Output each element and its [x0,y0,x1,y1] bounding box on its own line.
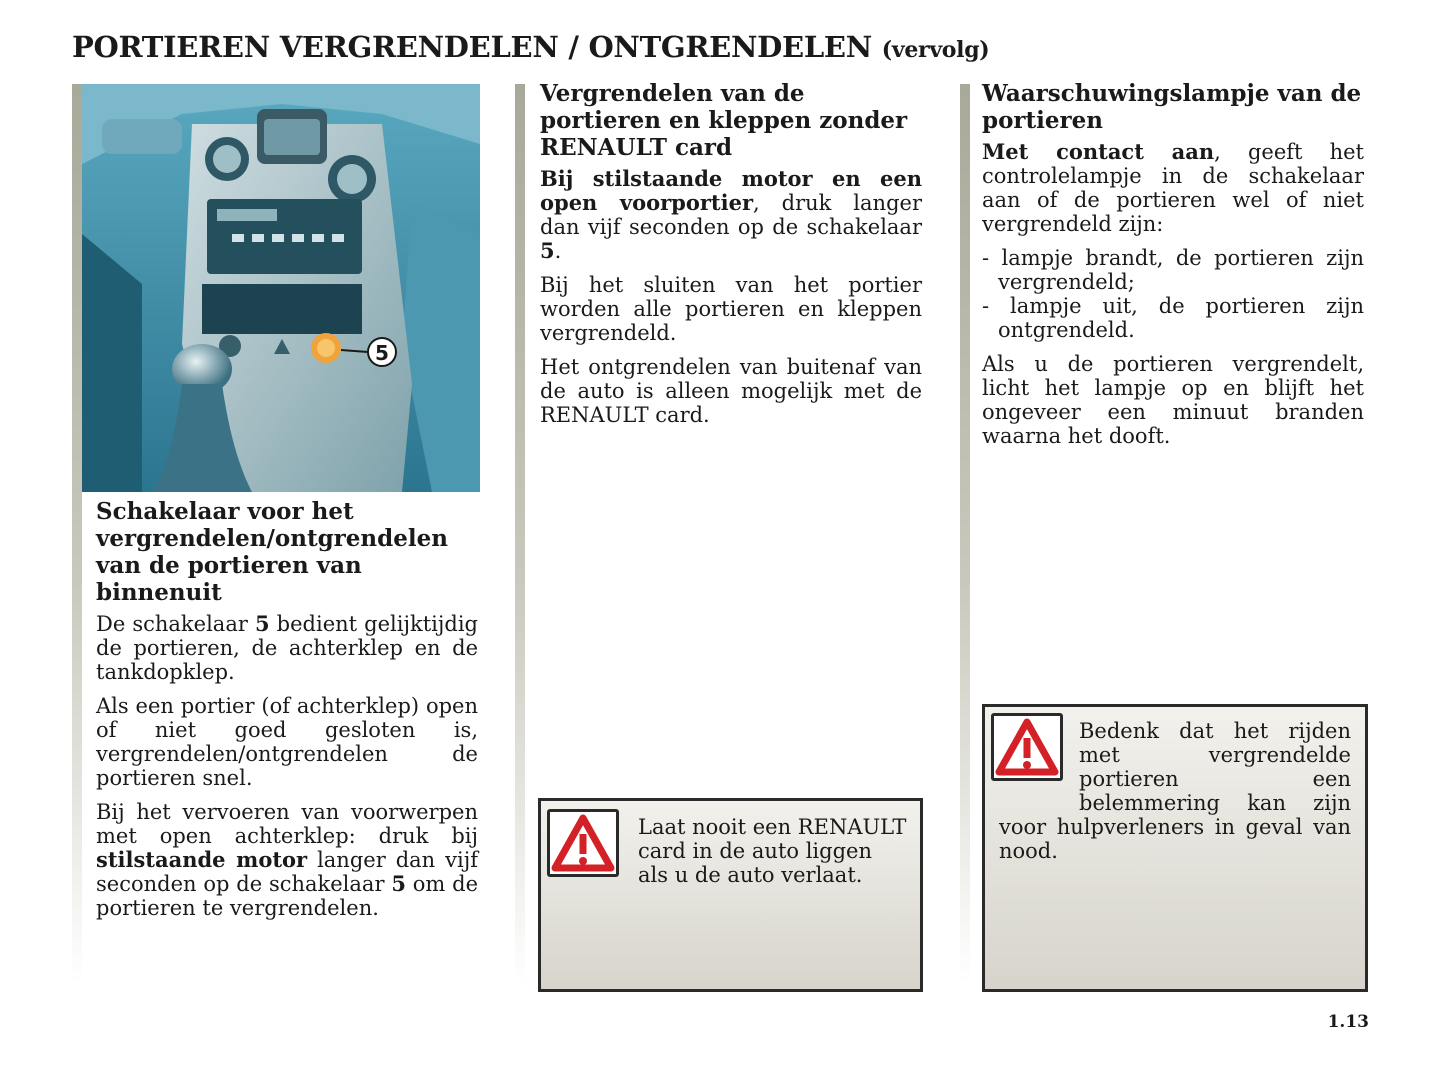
paragraph: Het ontgrendelen van buitenaf van de auto is alleen mogelijk met de RENAULT card. [540,355,922,427]
section-heading-inside-switch: Schakelaar voor het vergrendelen/ontgrendelen van de portieren van binnenuit [96,498,448,606]
column-2 [540,80,922,437]
dashboard-photo [82,84,480,492]
switch-callout-label: 5 [375,341,389,365]
paragraph: Als u de portieren vergrendelt, licht het lampje op en blijft het ongeveer een minuut branden waarna het dooft. [982,352,1364,448]
dashboard-photo-icon [82,84,480,492]
paragraph: Bij stilstaande motor en een open voorportier, druk langer dan vijf seconden op de schakelaar 5. [540,166,922,263]
paragraph: Met contact aan, geeft het controlelampje in de schakelaar aan of de portieren wel of niet vergrendeld zijn: [982,139,1364,236]
warning-box-emergency [982,704,1368,992]
section-heading-warning-lamp: Waarschuwingslampje van de portieren [982,80,1362,134]
paragraph: Bij het vervoeren van voorwerpen met open achterklep: druk bij stilstaande motor langer dan vijf seconden op de schakelaar 5 om de portieren te vergrendelen. [96,800,479,920]
warning-text: Laat nooit een RENAULT card in de auto liggen als u de auto verlaat. [638,815,907,887]
column-bar-2 [515,84,525,984]
column-bar-3 [960,84,970,984]
paragraph: De schakelaar 5 bedient gelijktijdig de portieren, de achterklep en de tankdopklep. [96,611,478,684]
list-item: - lampje uit, de portieren zijn ontgrendeld. [982,294,1364,342]
page-number: 1.13 [1327,1012,1369,1032]
lamp-status-list [982,246,1364,342]
warning-text: Bedenk dat het rijden met vergrendelde portieren een belemmering kan zijn voor hulpverleners in geval van nood. [999,719,1351,863]
paragraph: Bij het sluiten van het portier worden alle portieren en kleppen vergrendeld. [540,273,922,345]
section-heading-lock-without-card: Vergrendelen van de portieren en kleppen zonder RENAULT card [540,80,908,161]
paragraph: Als een portier (of achterklep) open of niet goed gesloten is, vergrendelen/ontgrendelen de portieren snel. [96,694,478,790]
page-title: PORTIEREN VERGRENDELEN / ONTGRENDELEN (vervolg) [72,30,990,64]
column-3 [982,80,1364,458]
warning-triangle-icon [547,809,619,877]
warning-box-card [538,798,923,992]
column-1 [96,498,478,930]
list-item: - lampje brandt, de portieren zijn vergrendeld; [982,246,1364,294]
column-bar-1 [72,84,82,984]
